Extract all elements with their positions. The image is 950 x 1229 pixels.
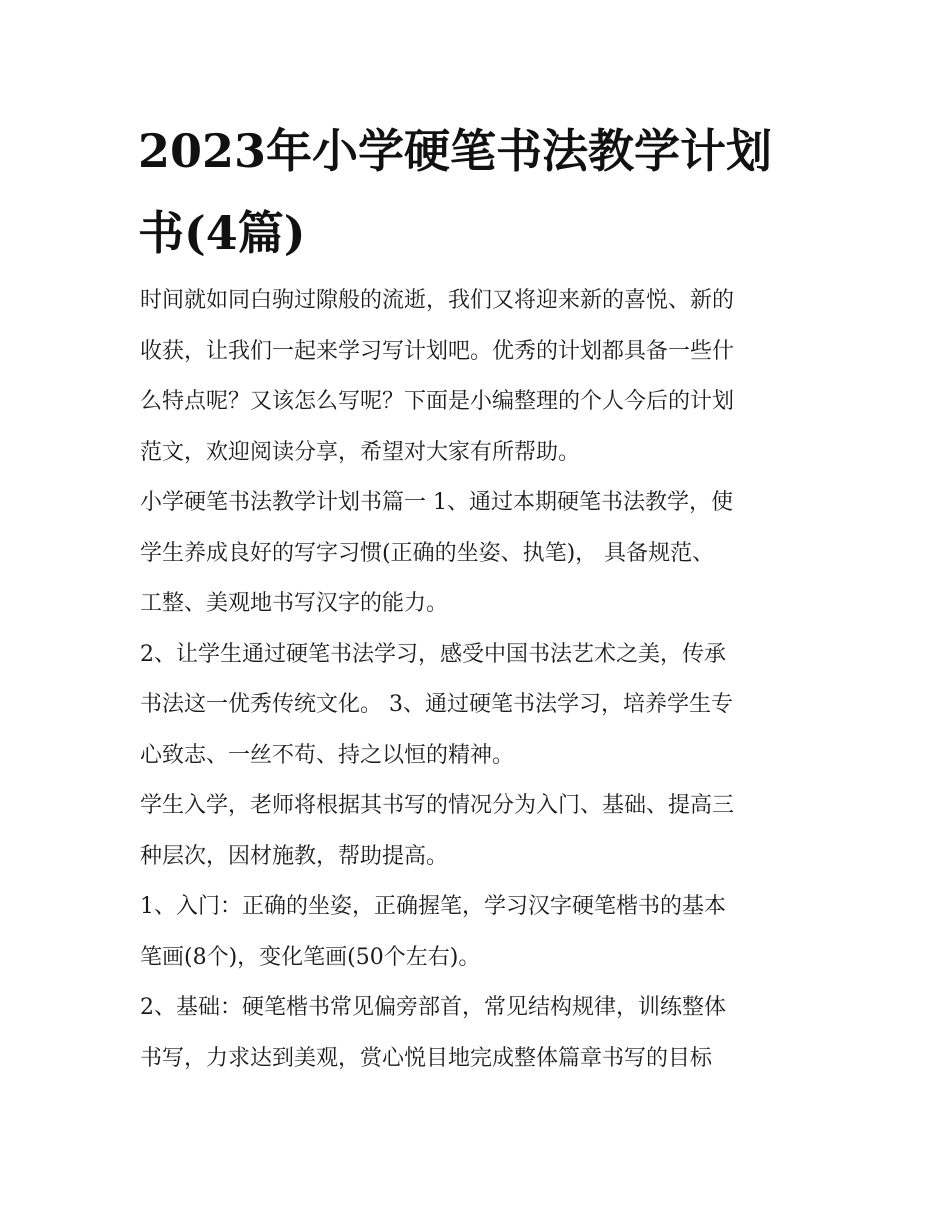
text-line: 书法这一优秀传统文化。 3、通过硬笔书法学习，培养学生专 <box>140 692 733 717</box>
levels-paragraph <box>140 781 825 882</box>
text-line: 时间就如同白驹过隙般的流逝，我们又将迎来新的喜悦、新的 <box>140 288 735 313</box>
section-one-paragraph <box>140 478 825 630</box>
text-line: 心致志、一丝不苟、持之以恒的精神。 <box>140 742 515 768</box>
title-line-2: 书(4篇) <box>138 206 306 260</box>
text-line: 2、让学生通过硬笔书法学习，感受中国书法艺术之美，传承 <box>140 641 726 667</box>
text-line: 1、入门：正确的坐姿，正确握笔，学习汉字硬笔楷书的基本 <box>140 894 726 919</box>
goals-paragraph <box>140 630 825 782</box>
text-line: 学生养成良好的写字习惯(正确的坐姿、执笔)， 具备规范、 <box>140 540 715 566</box>
basic-level-paragraph <box>140 983 825 1084</box>
text-line: 工整、美观地书写汉字的能力。 <box>140 591 449 616</box>
text-line: 收获，让我们一起来学习写计划吧。优秀的计划都具备一些什 <box>140 338 735 364</box>
document-body <box>140 276 825 1084</box>
text-line: 小学硬笔书法教学计划书篇一 1、通过本期硬笔书法教学，使 <box>140 490 733 515</box>
text-line: 范文，欢迎阅读分享，希望对大家有所帮助。 <box>140 439 581 465</box>
text-line: 种层次，因材施教，帮助提高。 <box>140 843 449 869</box>
entry-level-paragraph <box>140 882 825 983</box>
text-line: 书写，力求达到美观，赏心悦目地完成整体篇章书写的目标 <box>140 1045 713 1071</box>
text-line: 2、基础：硬笔楷书常见偏旁部首，常见结构规律，训练整体 <box>140 995 726 1020</box>
text-line: 学生入学，老师将根据其书写的情况分为入门、基础、提高三 <box>140 793 735 818</box>
text-line: 笔画(8个)，变化笔画(50个左右)。 <box>140 944 481 970</box>
intro-paragraph <box>140 276 825 478</box>
text-line: 么特点呢？又该怎么写呢？下面是小编整理的个人今后的计划 <box>140 389 735 414</box>
title-line-1: 2023年小学硬笔书法教学计划 <box>138 124 773 178</box>
document-title <box>138 110 828 274</box>
